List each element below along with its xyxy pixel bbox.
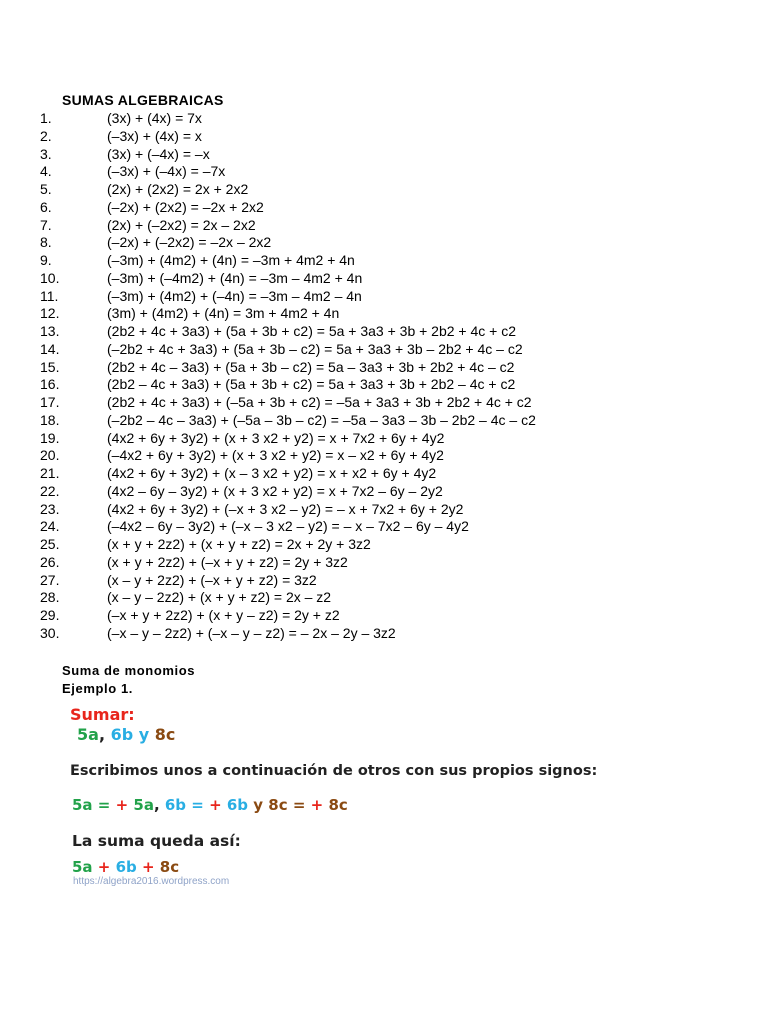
instruction-text: Escribimos unos a continuación de otros con sus propios signos:: [70, 763, 598, 779]
item-number: 6.: [40, 198, 52, 215]
item-number: 15.: [40, 358, 60, 375]
term-8c: 8c: [154, 725, 176, 744]
item-number: 17.: [40, 394, 60, 410]
equals-sign: =: [186, 796, 210, 814]
item-expression: (–2b2 – 4c – 3a3) + (–5a – 3b – c2) = –5a – 3a3 – 3b – 2b2 – 4c – c2: [107, 411, 536, 428]
item-number: 19.: [40, 429, 60, 446]
item-expression: (–3x) + (–4x) = –7x: [107, 163, 226, 180]
item-number: 3.: [40, 145, 52, 162]
item-expression: (–3m) + (4m2) + (4n) = –3m + 4m2 + 4n: [107, 252, 355, 268]
rewrite-6b-result: 6b: [221, 796, 249, 814]
item-number: 26.: [40, 553, 60, 570]
sumar-heading: Sumar:: [70, 705, 135, 724]
item-number: 12.: [40, 305, 60, 322]
item-expression: (3m) + (4m2) + (4n) = 3m + 4m2 + 4n: [107, 305, 340, 322]
comma-separator: ,: [153, 796, 165, 814]
item-expression: (–3x) + (4x) = x: [107, 127, 202, 144]
item-expression: (4x2 + 6y + 3y2) + (x + 3 x2 + y2) = x + 7x2 + 6y + 4y2: [107, 429, 445, 446]
result-line: [72, 858, 179, 876]
item-number: 7.: [40, 216, 52, 233]
item-expression: (–2x) + (–2x2) = –2x – 2x2: [107, 234, 272, 251]
item-expression: (4x2 + 6y + 3y2) + (x – 3 x2 + y2) = x + x2 + 6y + 4y2: [107, 465, 437, 481]
item-expression: (–2x) + (2x2) = –2x + 2x2: [107, 198, 264, 215]
document-title: SUMAS ALGEBRAICAS: [62, 92, 224, 108]
item-number: 30.: [40, 624, 60, 641]
item-number: 9.: [40, 252, 52, 268]
result-8c: 8c: [159, 858, 180, 876]
item-number: 2.: [40, 127, 52, 144]
item-number: 21.: [40, 465, 60, 481]
example-label: Ejemplo 1.: [62, 681, 134, 696]
item-expression: (3x) + (–4x) = –x: [107, 145, 210, 162]
watermark-url: https://algebra2016.wordpress.com: [73, 876, 230, 887]
plus-sign: +: [115, 796, 129, 814]
item-expression: (x + y + 2z2) + (–x + y + z2) = 2y + 3z2: [107, 553, 348, 570]
term-5a: 5a: [77, 725, 99, 744]
item-number: 20.: [40, 447, 60, 464]
terms-line: [77, 725, 175, 744]
item-number: 11.: [40, 287, 59, 304]
item-expression: (–2b2 + 4c + 3a3) + (5a + 3b – c2) = 5a + 3a3 + 3b – 2b2 + 4c – c2: [107, 340, 523, 357]
y-separator: y: [133, 725, 155, 744]
item-number: 29.: [40, 607, 60, 623]
comma-separator: ,: [98, 725, 111, 744]
item-number: 27.: [40, 571, 60, 588]
item-expression: (4x2 – 6y – 3y2) + (x + 3 x2 + y2) = x + 7x2 – 6y – 2y2: [107, 482, 443, 499]
rewrite-6b: 6b: [164, 796, 187, 814]
item-expression: (x + y + 2z2) + (x + y + z2) = 2x + 2y + 3z2: [107, 536, 371, 552]
item-number: 18.: [40, 411, 60, 428]
item-expression: (–3m) + (4m2) + (–4n) = –3m – 4m2 – 4n: [107, 287, 362, 304]
item-number: 24.: [40, 518, 60, 535]
item-expression: (4x2 + 6y + 3y2) + (–x + 3 x2 – y2) = – x + 7x2 + 6y + 2y2: [107, 500, 464, 517]
item-number: 16.: [40, 376, 60, 393]
rewrite-line: [72, 796, 348, 814]
item-expression: (–4x2 + 6y + 3y2) + (x + 3 x2 + y2) = x – x2 + 6y + 4y2: [107, 447, 444, 464]
item-number: 14.: [40, 340, 60, 357]
item-number: 25.: [40, 536, 60, 552]
item-expression: (x – y – 2z2) + (x + y + z2) = 2x – z2: [107, 589, 332, 606]
equals-sign: =: [92, 796, 116, 814]
item-expression: (–3m) + (–4m2) + (4n) = –3m – 4m2 + 4n: [107, 269, 363, 286]
result-6b: 6b: [115, 858, 137, 876]
rewrite-8c-result: 8c: [323, 796, 348, 814]
item-expression: (2x) + (–2x2) = 2x – 2x2: [107, 216, 256, 233]
item-expression: (2b2 + 4c + 3a3) + (–5a + 3b + c2) = –5a + 3a3 + 3b + 2b2 + 4c + c2: [107, 394, 532, 410]
item-expression: (–x + y + 2z2) + (x + y – z2) = 2y + z2: [107, 607, 340, 623]
item-number: 8.: [40, 234, 52, 251]
plus-sign: +: [209, 796, 222, 814]
section-heading: Suma de monomios: [62, 663, 196, 678]
plus-sign: +: [310, 796, 324, 814]
plus-sign: +: [92, 858, 116, 876]
item-expression: (–x – y – 2z2) + (–x – y – z2) = – 2x – 2y – 3z2: [107, 624, 396, 641]
item-number: 28.: [40, 589, 60, 606]
item-number: 5.: [40, 181, 52, 197]
item-number: 22.: [40, 482, 60, 499]
result-label: La suma queda así:: [72, 832, 241, 850]
rewrite-5a: 5a: [72, 796, 93, 814]
result-5a: 5a: [72, 858, 93, 876]
item-expression: (–4x2 – 6y – 3y2) + (–x – 3 x2 – y2) = – x – 7x2 – 6y – 4y2: [107, 518, 469, 535]
rewrite-8c: 8c: [268, 796, 288, 814]
item-expression: (2b2 + 4c – 3a3) + (5a + 3b – c2) = 5a – 3a3 + 3b + 2b2 + 4c – c2: [107, 358, 515, 375]
item-expression: (3x) + (4x) = 7x: [107, 110, 202, 126]
rewrite-5a-result: 5a: [128, 796, 154, 814]
item-expression: (x – y + 2z2) + (–x + y + z2) = 3z2: [107, 571, 317, 588]
item-expression: (2b2 – 4c + 3a3) + (5a + 3b + c2) = 5a + 3a3 + 3b + 2b2 – 4c + c2: [107, 376, 516, 393]
item-expression: (2b2 + 4c + 3a3) + (5a + 3b + c2) = 5a + 3a3 + 3b + 2b2 + 4c + c2: [107, 323, 517, 339]
item-number: 13.: [40, 323, 60, 339]
plus-sign: +: [136, 858, 160, 876]
item-expression: (2x) + (2x2) = 2x + 2x2: [107, 181, 249, 197]
equals-sign: =: [287, 796, 311, 814]
item-number: 10.: [40, 269, 60, 286]
item-number: 23.: [40, 500, 60, 517]
item-number: 1.: [40, 110, 52, 126]
term-6b: 6b: [110, 725, 134, 744]
y-separator: y: [248, 796, 269, 814]
item-number: 4.: [40, 163, 52, 180]
